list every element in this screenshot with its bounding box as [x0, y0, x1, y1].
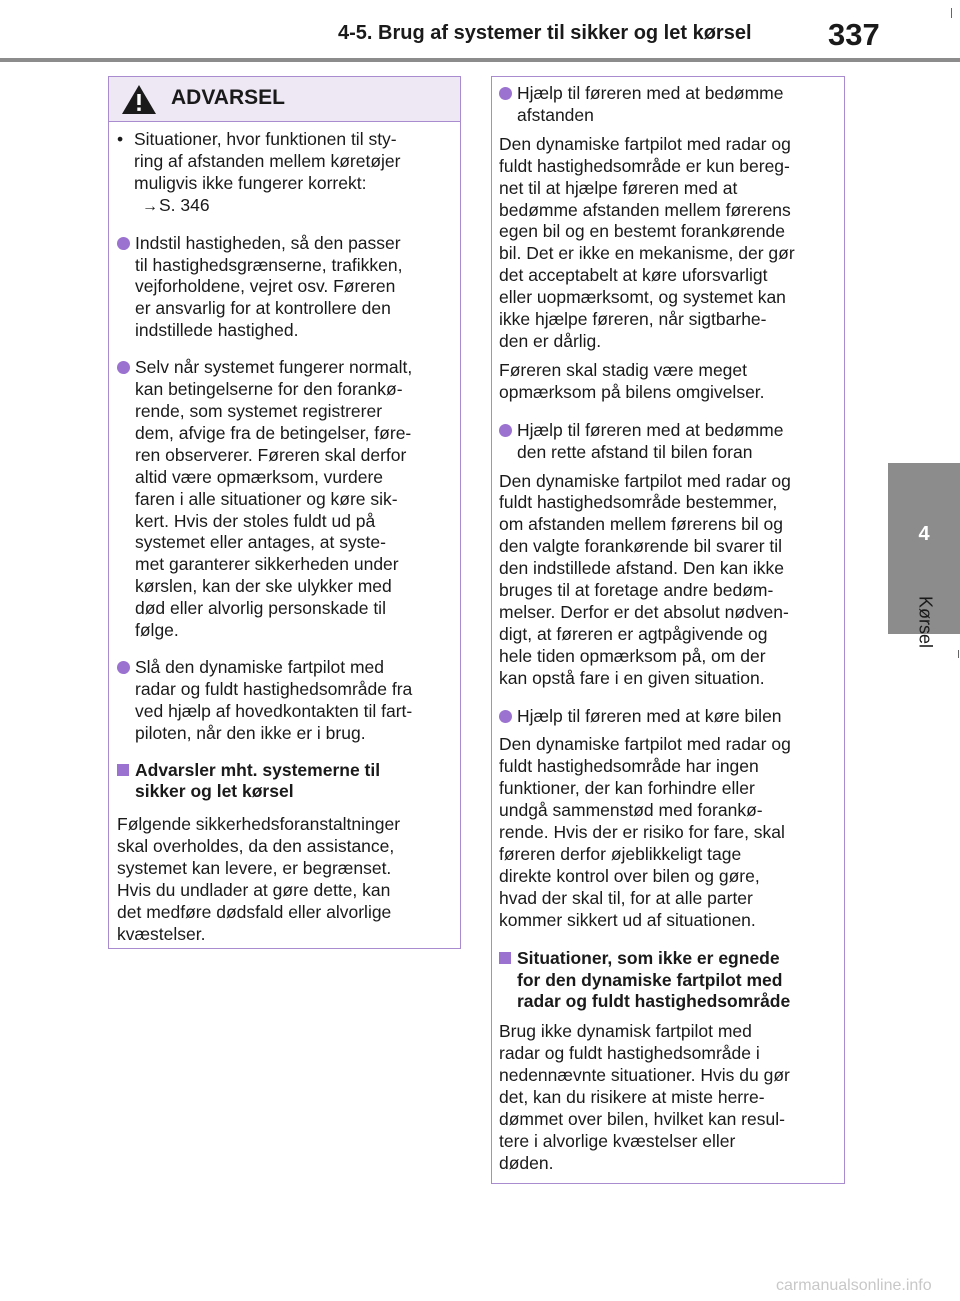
page-number: 337	[828, 17, 880, 52]
header-rule	[0, 58, 960, 62]
warning-content	[117, 129, 453, 959]
text-line: bedømme afstanden mellem førerens	[499, 199, 791, 220]
text-line: kert. Hvis der stoles fuldt ud på	[135, 510, 376, 531]
text-line: dem, afvige fra de betingelser, føre-	[135, 422, 412, 443]
text-line: bruges til at foretage andre bedøm-	[499, 580, 774, 601]
bullet-dot-icon	[117, 237, 130, 250]
page-reference-text: S. 346	[159, 194, 210, 215]
text-line: direkte kontrol over bilen og gøre,	[499, 865, 760, 886]
text-line: vejforholdene, vejret osv. Føreren	[135, 276, 396, 297]
text-line: faren i alle situationer og køre sik-	[135, 488, 398, 509]
text-line: melser. Derfor er det absolut nødven-	[499, 601, 789, 622]
paragraph	[499, 134, 839, 353]
text-line: egen bil og en bestemt forankørende	[499, 221, 786, 242]
text-line: Indstil hastigheden, så den passer	[135, 232, 401, 253]
text-line: afstanden	[517, 104, 594, 125]
text-line: dømmet over bilen, hvilket kan resul-	[499, 1108, 785, 1129]
text-line: radar og fuldt hastighedsområde i	[499, 1043, 760, 1064]
text-line: nedennævnte situationer. Hvis du gør	[499, 1065, 790, 1086]
text-line: kvæstelser.	[117, 923, 206, 944]
text-line: hele tiden opmærksom på, om der	[499, 645, 766, 666]
text-line: døden.	[499, 1152, 554, 1173]
text-line: sikker og let kørsel	[135, 781, 294, 802]
text-line: muligvis ikke fungerer korrekt:	[134, 172, 367, 193]
bullet-dot-icon	[499, 424, 512, 437]
text-line: død eller alvorlig personskade til	[135, 598, 386, 619]
text-line: Hjælp til føreren med at køre bilen	[517, 705, 782, 726]
page-reference	[134, 195, 453, 218]
text-line: Situationer, som ikke er egnede	[517, 947, 780, 968]
watermark: carmanualsonline.info	[776, 1277, 932, 1294]
warning-box	[108, 76, 461, 949]
text-line: Føreren skal stadig være meget	[499, 359, 748, 380]
text-line: den rette afstand til bilen foran	[517, 441, 753, 462]
text-line: kørslen, kan der ske ulykker med	[135, 576, 392, 597]
text-line: systemet eller antages, at syste-	[135, 532, 386, 553]
section-heading	[117, 760, 453, 804]
text-line: fuldt hastighedsområde har ingen	[499, 756, 759, 777]
text-line: følge.	[135, 620, 179, 641]
text-line: met garanterer sikkerheden under	[135, 554, 399, 575]
warning-icon	[121, 84, 157, 115]
paragraph	[499, 1021, 839, 1174]
text-line: radar og fuldt hastighedsområde fra	[135, 678, 413, 699]
text-line: eller uopmærksomt, og systemet kan	[499, 287, 786, 308]
warning-title: ADVARSEL	[171, 86, 285, 109]
list-item	[499, 706, 839, 728]
text-line: funktioner, der kan forhindre eller	[499, 778, 755, 799]
text-line: fuldt hastighedsområde bestemmer,	[499, 492, 778, 513]
text-line: radar og fuldt hastighedsområde	[517, 991, 791, 1012]
text-line: det, kan du risikere at miste herre-	[499, 1087, 765, 1108]
text-line: altid være opmærksom, vurdere	[135, 466, 383, 487]
paragraph	[499, 734, 839, 931]
list-item	[117, 657, 453, 745]
paragraph	[499, 471, 839, 690]
text-line: kan betingelserne for den forankø-	[135, 379, 403, 400]
text-line: Den dynamiske fartpilot med radar og	[499, 133, 791, 154]
text-line: kan opstå fare i en given situation.	[499, 667, 765, 688]
text-line: Den dynamiske fartpilot med radar og	[499, 734, 791, 755]
text-line: hvad der skal til, for at alle parter	[499, 887, 753, 908]
crop-mark	[958, 650, 959, 658]
text-line: det acceptabelt at køre uforsvarligt	[499, 265, 768, 286]
bullet-dot-icon	[499, 710, 512, 723]
text-line: fuldt hastighedsområde er kun bereg-	[499, 155, 790, 176]
arrow-icon: →	[142, 197, 158, 215]
text-line: den indstillede afstand. Den kan ikke	[499, 558, 785, 579]
text-line: ikke hjælpe føreren, når sigtbarhe-	[499, 309, 767, 330]
text-line: ring af afstanden mellem køretøjer	[134, 150, 401, 171]
text-line: Selv når systemet fungerer normalt,	[135, 357, 413, 378]
text-line: Hjælp til føreren med at bedømme	[517, 419, 784, 440]
heading-square-icon	[117, 764, 129, 776]
text-line: digt, at føreren er agtpågivende og	[499, 623, 768, 644]
info-box	[491, 76, 845, 1184]
info-content	[499, 83, 839, 1188]
text-line: indstillede hastighed.	[135, 320, 299, 341]
text-line: Følgende sikkerhedsforanstaltninger	[117, 814, 401, 835]
text-line: den er dårlig.	[499, 330, 602, 351]
text-line: net til at hjælpe føreren med at	[499, 177, 738, 198]
list-item	[117, 233, 453, 343]
text-line: systemet kan levere, er begrænset.	[117, 858, 392, 879]
text-line: føreren derfor øjeblikkeligt tage	[499, 844, 742, 864]
bullet-dot-icon	[117, 361, 130, 374]
text-line: bil. Det er ikke en mekanisme, der gør	[499, 243, 795, 264]
text-line: undgå sammenstød med forankø-	[499, 800, 763, 821]
warning-header	[109, 77, 460, 122]
text-line: kommer sikkert ud af situationen.	[499, 909, 756, 930]
list-item	[499, 83, 839, 127]
text-line: piloten, når den ikke er i brug.	[135, 722, 366, 743]
paragraph	[117, 814, 453, 945]
section-heading	[499, 948, 839, 1014]
text-line: Situationer, hvor funktionen til sty-	[134, 129, 397, 149]
text-line: det medføre dødsfald eller alvorlige	[117, 902, 392, 922]
text-line: for den dynamiske fartpilot med	[517, 969, 783, 990]
crop-mark	[951, 8, 952, 18]
list-item	[499, 420, 839, 464]
text-line: til hastighedsgrænserne, trafikken,	[135, 254, 403, 275]
heading-square-icon	[499, 952, 511, 964]
bullet-dot-icon	[117, 661, 130, 674]
text-line: skal overholdes, da den assistance,	[117, 836, 395, 857]
text-line: Advarsler mht. systemerne til	[135, 759, 381, 780]
text-line: om afstanden mellem førerens bil og	[499, 514, 784, 535]
paragraph	[499, 360, 839, 404]
text-line: rende. Hvis der er risiko for fare, skal	[499, 822, 785, 843]
text-line: ren observerer. Føreren skal derfor	[135, 444, 407, 465]
list-item	[117, 357, 453, 642]
chapter-number: 4	[918, 523, 930, 545]
text-line: ved hjælp af hovedkontakten til fart-	[135, 700, 413, 721]
chapter-label-text: Kørsel	[915, 595, 936, 649]
text-line: den valgte forankørende bil svarer til	[499, 536, 783, 557]
text-line: rende, som systemet registrerer	[135, 400, 383, 421]
list-marker: •	[117, 129, 124, 149]
section-title: 4-5. Brug af systemer til sikker og let kørsel	[338, 22, 752, 44]
chapter-label	[895, 582, 955, 662]
text-line: Slå den dynamiske fartpilot med	[135, 656, 385, 677]
list-item	[117, 129, 453, 218]
text-line: Brug ikke dynamisk fartpilot med	[499, 1021, 752, 1042]
bullet-dot-icon	[499, 87, 512, 100]
text-line: opmærksom på bilens omgivelser.	[499, 381, 765, 402]
text-line: Den dynamiske fartpilot med radar og	[499, 470, 791, 491]
text-line: Hjælp til føreren med at bedømme	[517, 83, 784, 103]
text-line: er ansvarlig for at kontrollere den	[135, 298, 391, 319]
text-line: tere i alvorlige kvæstelser eller	[499, 1130, 736, 1151]
text-line: Hvis du undlader at gøre dette, kan	[117, 880, 391, 901]
